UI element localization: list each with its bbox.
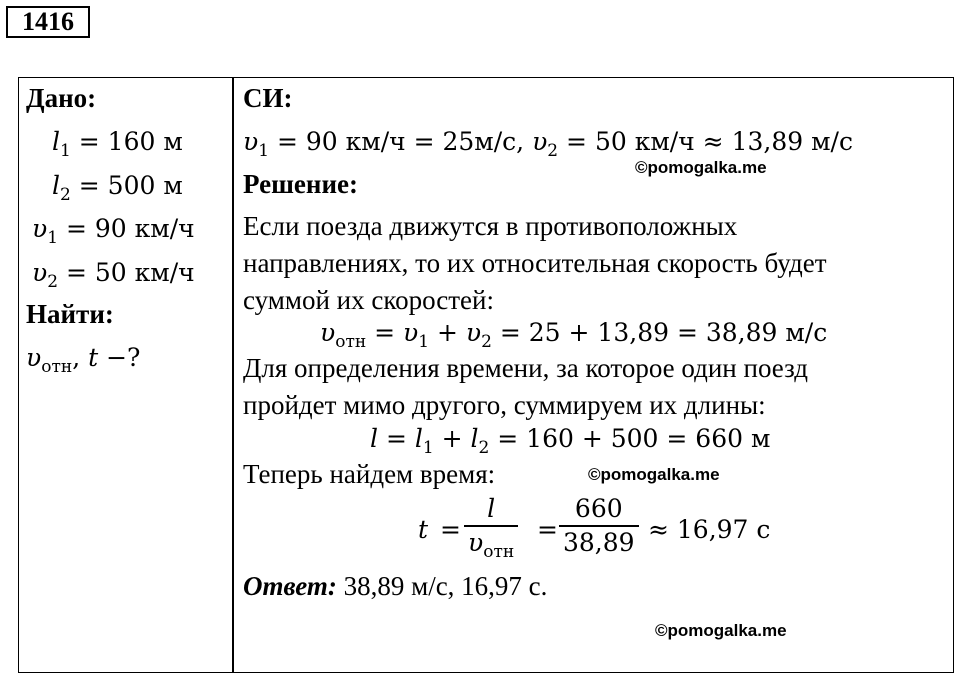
solution-heading: Решение:	[243, 169, 358, 199]
equation-total-length: $l = l_1 + l_2 = 160 + 500 = 660$ м	[370, 424, 771, 458]
solution-text-line: Для определения времени, за которое один поезд	[243, 353, 808, 383]
answer-line	[243, 570, 547, 602]
fraction-numeric: 660 38,89	[559, 493, 639, 559]
solution-text-line: пройдет мимо другого, суммируем их длины:	[243, 390, 766, 420]
equation-time-equals: =	[440, 515, 461, 544]
watermark: ©pomogalka.me	[635, 158, 767, 177]
given-v1: $\upsilon_1 = 90$ км/ч	[32, 214, 195, 248]
problem-number: 1416	[6, 6, 90, 38]
given-l1: $l_1 = 160$ м	[52, 127, 183, 161]
given-v2: $\upsilon_2 = 50$ км/ч	[32, 258, 195, 292]
fraction-l-over-vrel: l $\upsilon_{отн}$	[464, 493, 518, 568]
answer-label: Ответ:	[243, 571, 337, 601]
given-heading: Дано:	[26, 83, 97, 113]
solution-text-line: Если поезда движутся в противоположных	[243, 211, 738, 241]
equation-time-equals-2: =	[537, 515, 558, 544]
equation-time-result: ≈ 16,97 с	[648, 515, 771, 544]
si-heading: СИ:	[243, 83, 293, 113]
column-divider	[232, 77, 234, 673]
given-l2: $l_2 = 500$ м	[52, 171, 183, 205]
find-unknowns: $\upsilon_{отн}$, t −?	[26, 343, 141, 377]
solution-text-line: Теперь найдем время:	[243, 459, 496, 489]
answer-value: 38,89 м/с, 16,97 с.	[336, 571, 548, 601]
find-heading: Найти:	[26, 299, 114, 329]
watermark: ©pomogalka.me	[588, 465, 720, 484]
si-conversion: $\upsilon_1 = 90$ км/ч = 25м/с, $\upsilon_2 = 50$ км/ч ≈ 13,89 м/с	[243, 127, 853, 161]
solution-text-line: суммой их скоростей:	[243, 285, 494, 315]
solution-text-line: направлениях, то их относительная скорость будет	[243, 248, 827, 278]
equation-time-t: t	[418, 515, 429, 544]
watermark: ©pomogalka.me	[655, 621, 787, 640]
equation-relative-speed: $\upsilon_{отн} = \upsilon_1 + \upsilon_2 = 25 + 13,89 = 38,89$ м/с	[320, 318, 828, 352]
